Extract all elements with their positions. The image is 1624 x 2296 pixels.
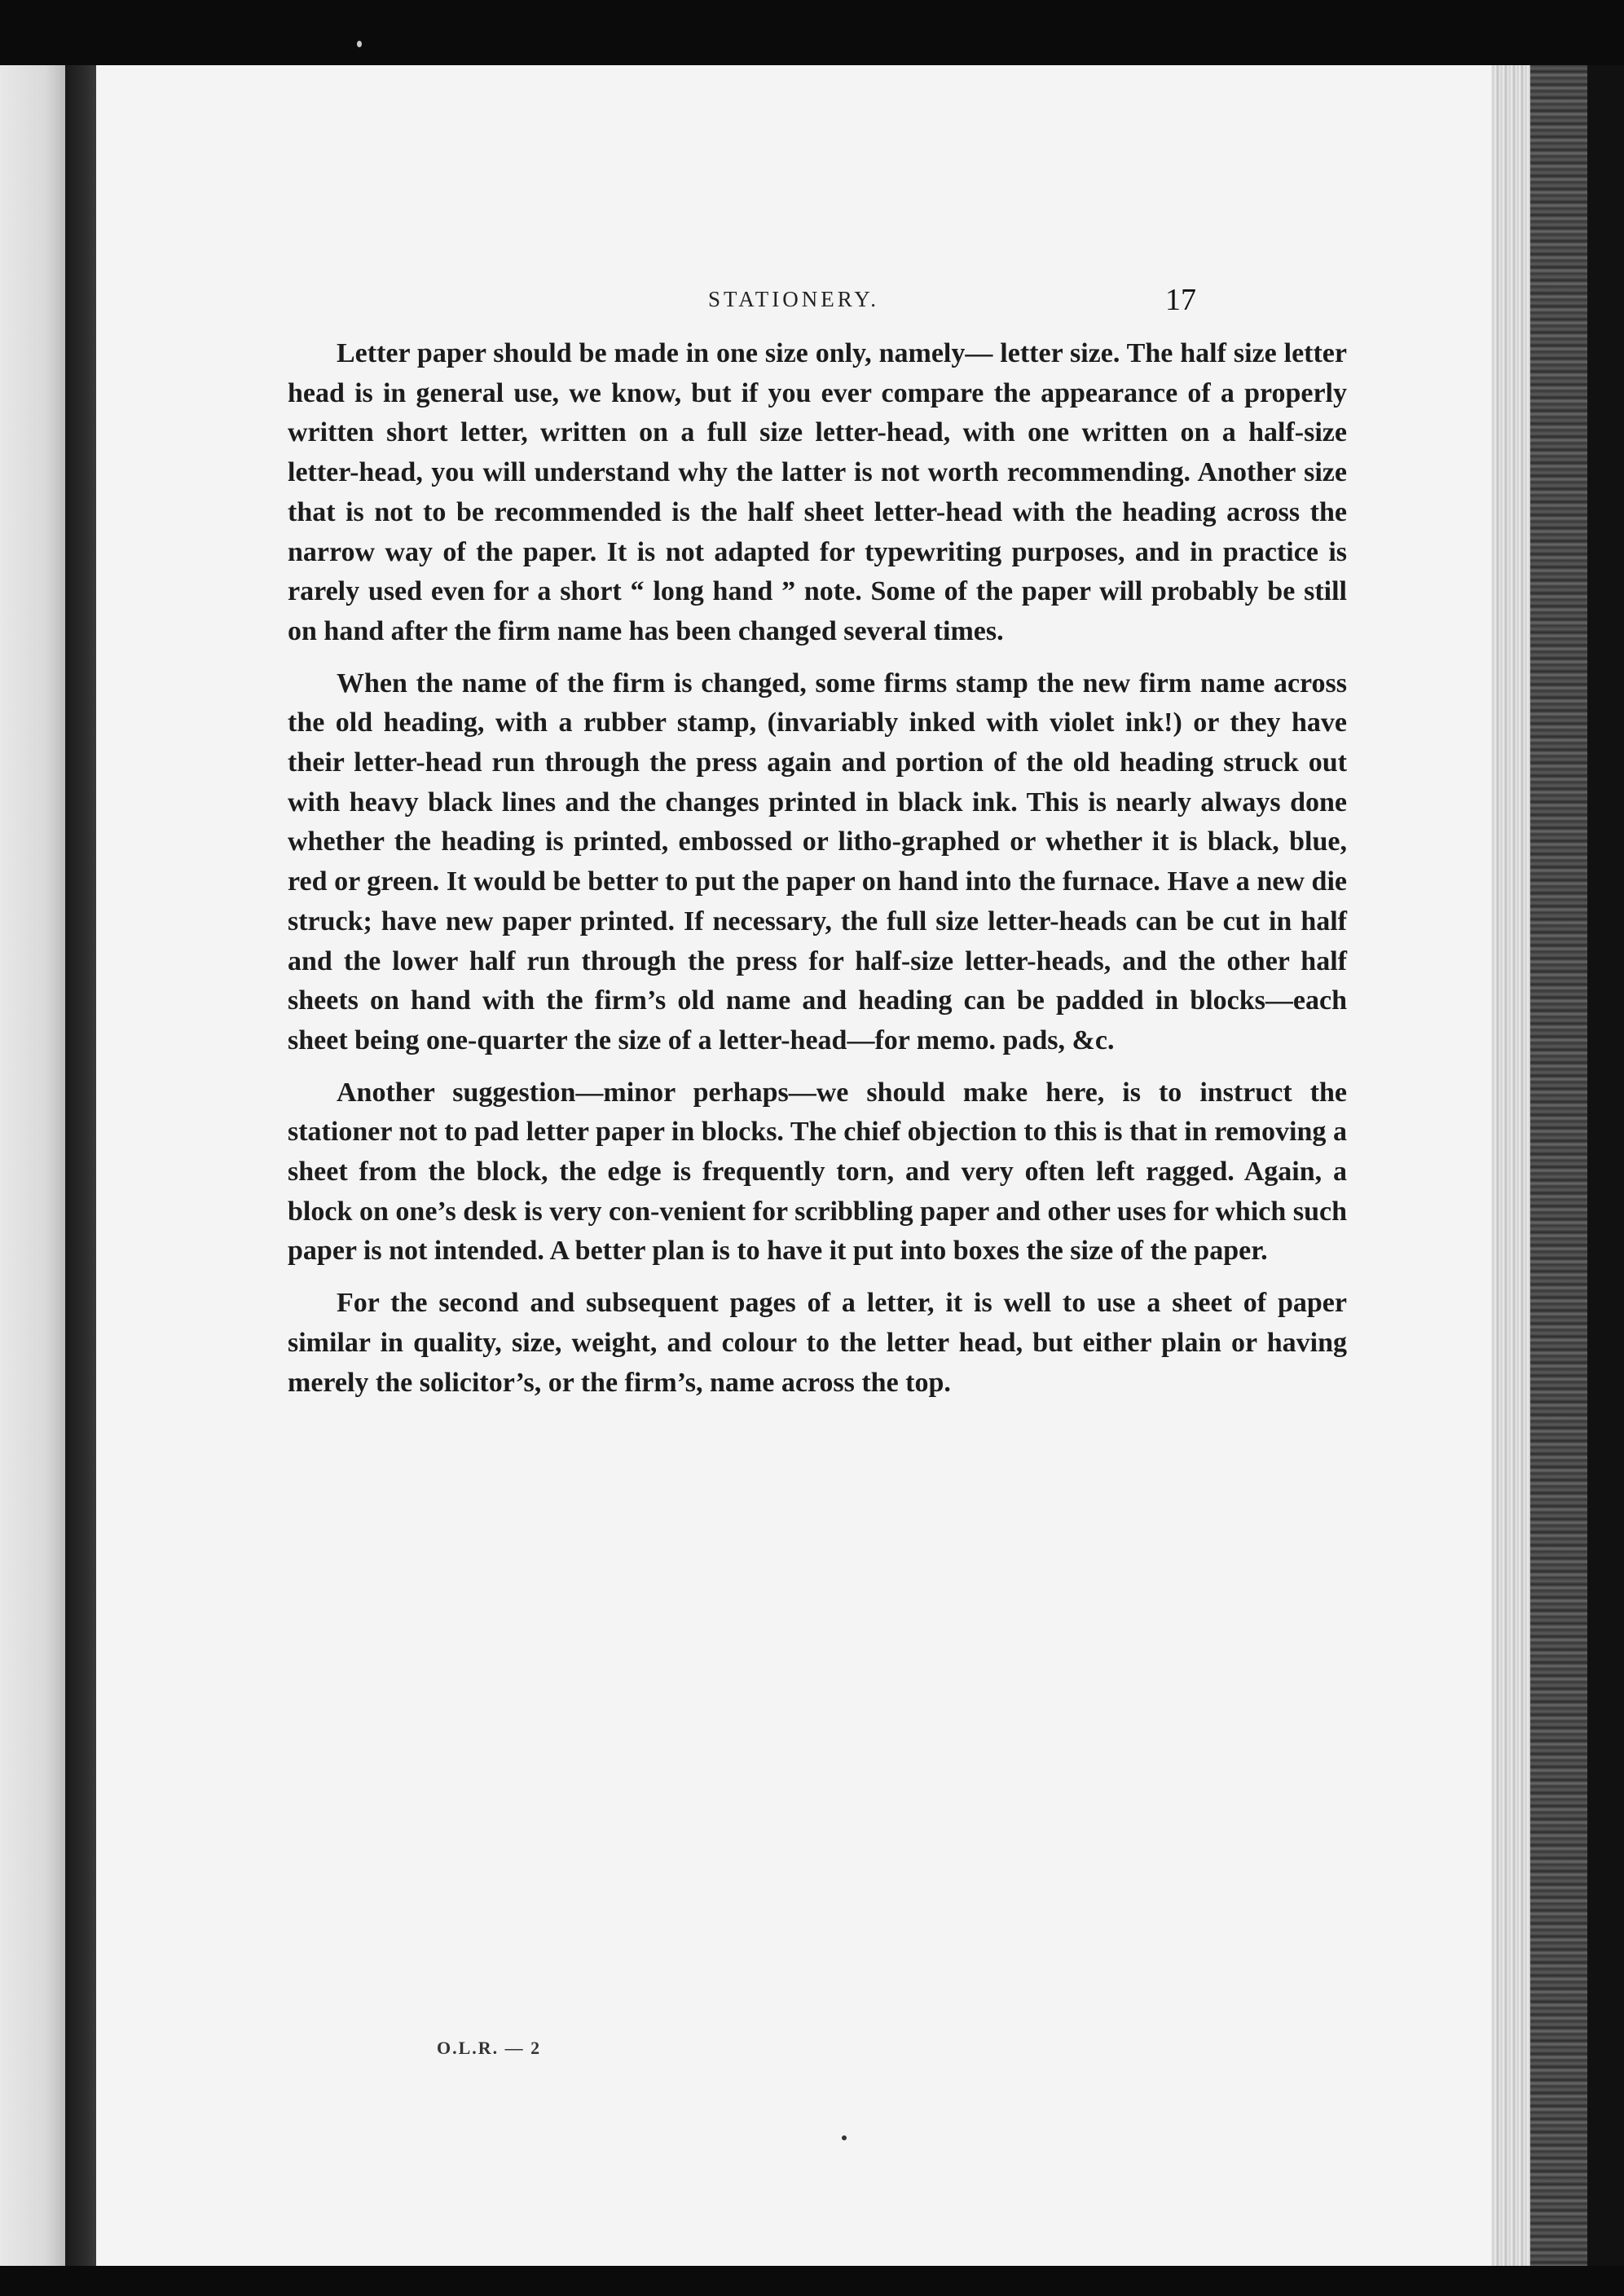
binding-shadow bbox=[1587, 65, 1624, 2266]
dust-speck bbox=[357, 41, 362, 47]
book-page bbox=[96, 65, 1491, 2266]
printer-signature-mark: O.L.R. — 2 bbox=[437, 2038, 542, 2058]
ink-dot bbox=[842, 2135, 847, 2140]
running-title: STATIONERY. bbox=[707, 287, 880, 311]
paragraph-subsequent-pages: For the second and subsequent pages of a letter, it is well to use a sheet of paper similar in quality, size, weight, and colour to the letter head, but either plain or having merely the solicitor’s, or the firm’s, name across the top. bbox=[288, 1288, 1347, 1398]
book-gutter bbox=[65, 65, 96, 2266]
paragraph-padding-blocks: Another suggestion—minor perhaps—we should make here, is to instruct the stationer not to pad letter paper in blocks. The chief objection to this is that in removing a sheet from the block, the edge is frequently torn, and very often left ragged. Again, a block on one’s desk is very con-venient for scribbling paper and other uses for which such paper is not intended. A better plan is to have it put into boxes the size of the paper. bbox=[288, 1077, 1347, 1267]
book-binding bbox=[1530, 65, 1587, 2266]
page-number: 17 bbox=[1165, 283, 1196, 317]
facing-page-edge bbox=[0, 65, 65, 2266]
paragraph-letter-size: Letter paper should be made in one size only, namely— letter size. The half size letter head is in general use, we know, but if you ever compare the appearance of a properly written short letter, written on a full size letter-head, with one written on a half-size letter-head, you will understand why the latter is not worth recommending. Another size that is not to be recommended is the half sheet letter-head with the heading across the narrow way of the paper. It is not adapted for typewriting purposes, and in practice is rarely used even for a short “ long hand ” note. Some of the paper will probably be still on hand after the firm name has been changed several times. bbox=[288, 338, 1347, 646]
paragraph-firm-name-change: When the name of the firm is changed, some firms stamp the new firm name across the old heading, with a rubber stamp, (invariably inked with violet ink!) or they have their letter-head run through the press again and portion of the old heading struck out with heavy black lines and the changes printed in black ink. This is nearly always done whether the heading is printed, embossed or litho-graphed or whether it is black, blue, red or green. It would be better to put the paper on hand into the furnace. Have a new die struck; have new paper printed. If necessary, the full size letter-heads can be cut in half and the lower half run through the press for half-size letter-heads, and the other half sheets on hand with the firm’s old name and heading can be padded in blocks—each sheet being one-quarter the size of a letter-head—for memo. pads, &c. bbox=[288, 668, 1347, 1055]
page-stack-edge bbox=[1491, 65, 1530, 2266]
body-text bbox=[288, 334, 1347, 1403]
running-head bbox=[96, 282, 1491, 315]
